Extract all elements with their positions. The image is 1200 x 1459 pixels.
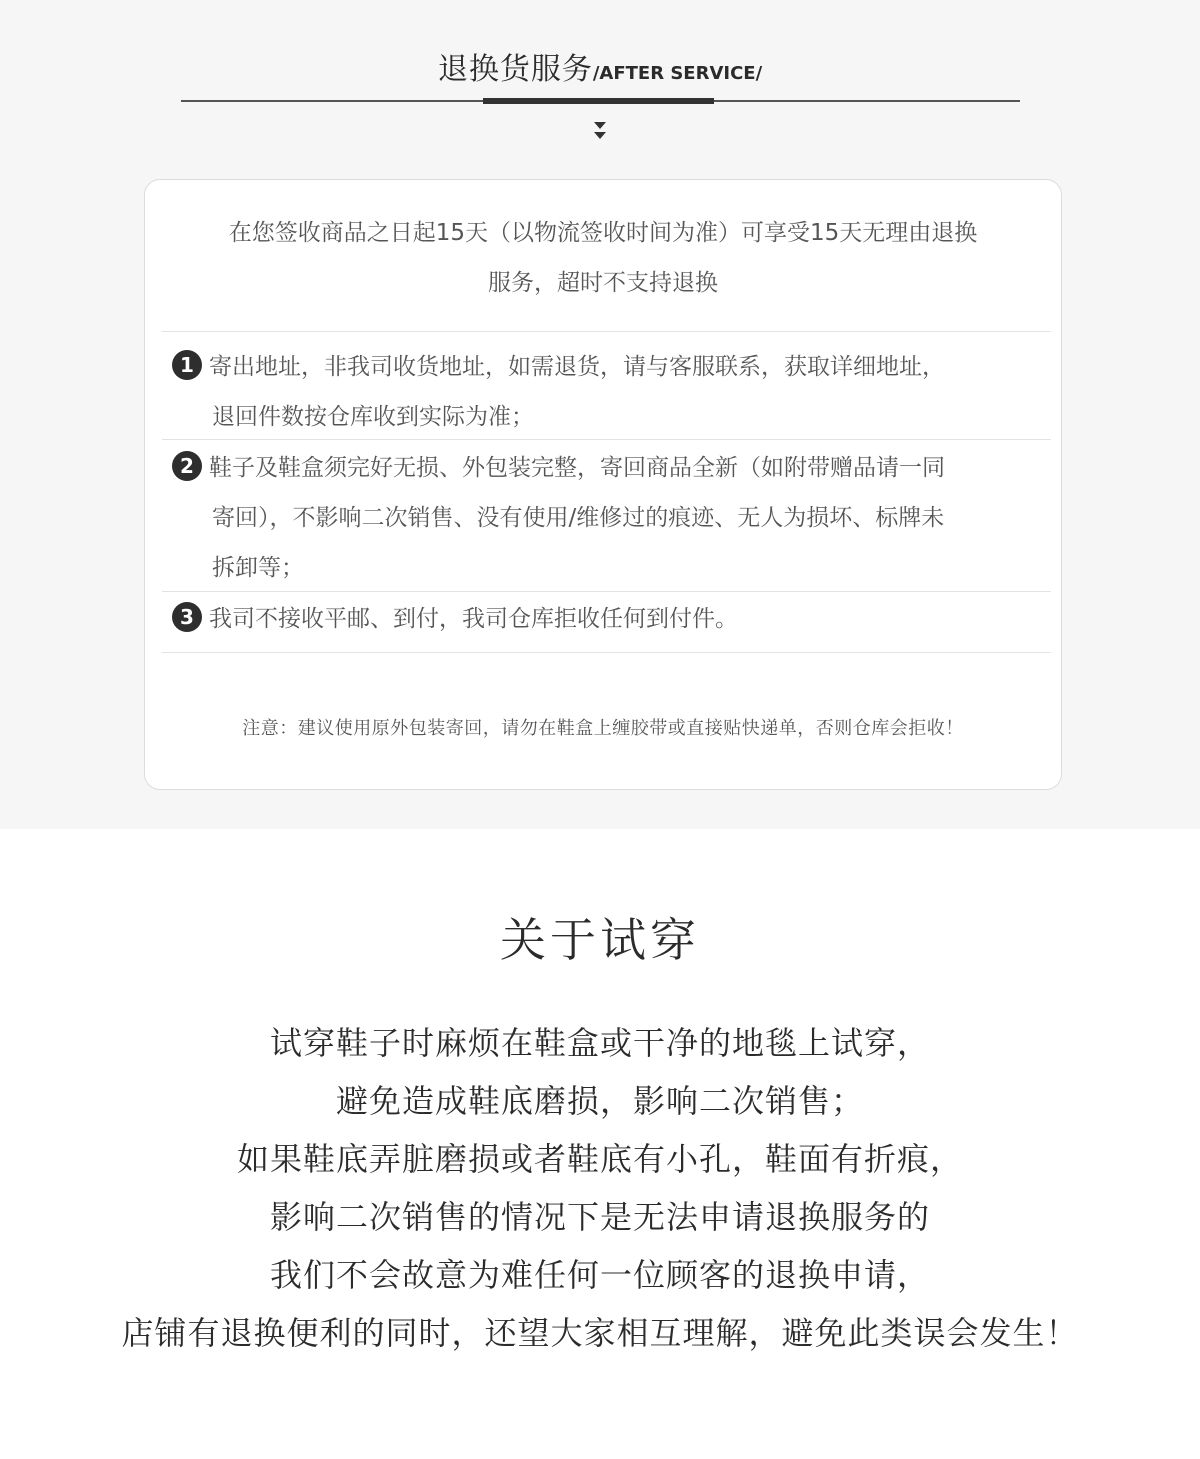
rule-text: 鞋子及鞋盒须完好无损、外包装完整，寄回商品全新（如附带赠品请一同	[209, 455, 945, 481]
rule-text: 寄出地址，非我司收货地址，如需退货，请与客服联系，获取详细地址，	[209, 354, 945, 380]
rule-number-badge: 3	[172, 602, 202, 632]
tryon-line: 影响二次销售的情况下是无法申请退换服务的	[269, 1198, 930, 1236]
double-chevron-down-icon	[588, 118, 612, 144]
rule-number-badge: 2	[172, 451, 202, 481]
packaging-note: 注意：建议使用原外包装寄回，请勿在鞋盒上缠胶带或直接贴快递单，否则仓库会拒收！	[242, 718, 964, 739]
tryon-line: 试穿鞋子时麻烦在鞋盒或干净的地毯上试穿，	[269, 1024, 930, 1062]
rule-item-2	[172, 443, 1022, 593]
rule-item-3	[172, 594, 1022, 644]
rule-text: 退回件数按仓库收到实际为准；	[212, 404, 534, 430]
tryon-text	[0, 1014, 1200, 1362]
title-underline-accent	[483, 98, 714, 104]
divider	[162, 439, 1051, 440]
section-title-en: /AFTER SERVICE/	[592, 63, 763, 84]
tryon-line: 如果鞋底弄脏磨损或者鞋底有小孔，鞋面有折痕，	[236, 1140, 963, 1178]
rule-text: 我司不接收平邮、到付，我司仓库拒收任何到付件。	[209, 606, 738, 632]
tryon-title: 关于试穿	[500, 913, 700, 967]
rule-number-badge: 1	[172, 350, 202, 380]
section-title	[0, 44, 1200, 88]
rule-text: 寄回），不影响二次销售、没有使用/维修过的痕迹、无人为损坏、标牌未	[212, 505, 945, 531]
tryon-line: 店铺有退换便利的同时，还望大家相互理解，避免此类误会发生！	[121, 1314, 1079, 1352]
tryon-line: 我们不会故意为难任何一位顾客的退换申请，	[269, 1256, 930, 1294]
rule-text: 拆卸等；	[212, 555, 304, 581]
divider	[162, 331, 1051, 332]
intro-line-1: 在您签收商品之日起15天（以物流签收时间为准）可享受15天无理由退换	[228, 220, 978, 246]
divider	[162, 652, 1051, 653]
tryon-line: 避免造成鞋底磨损，影响二次销售；	[335, 1082, 864, 1120]
intro-line-2: 服务，超时不支持退换	[488, 270, 718, 296]
section-title-cn: 退换货服务	[437, 52, 593, 87]
divider	[162, 591, 1051, 592]
rule-item-1	[172, 342, 1022, 442]
return-policy-intro	[198, 208, 1008, 308]
